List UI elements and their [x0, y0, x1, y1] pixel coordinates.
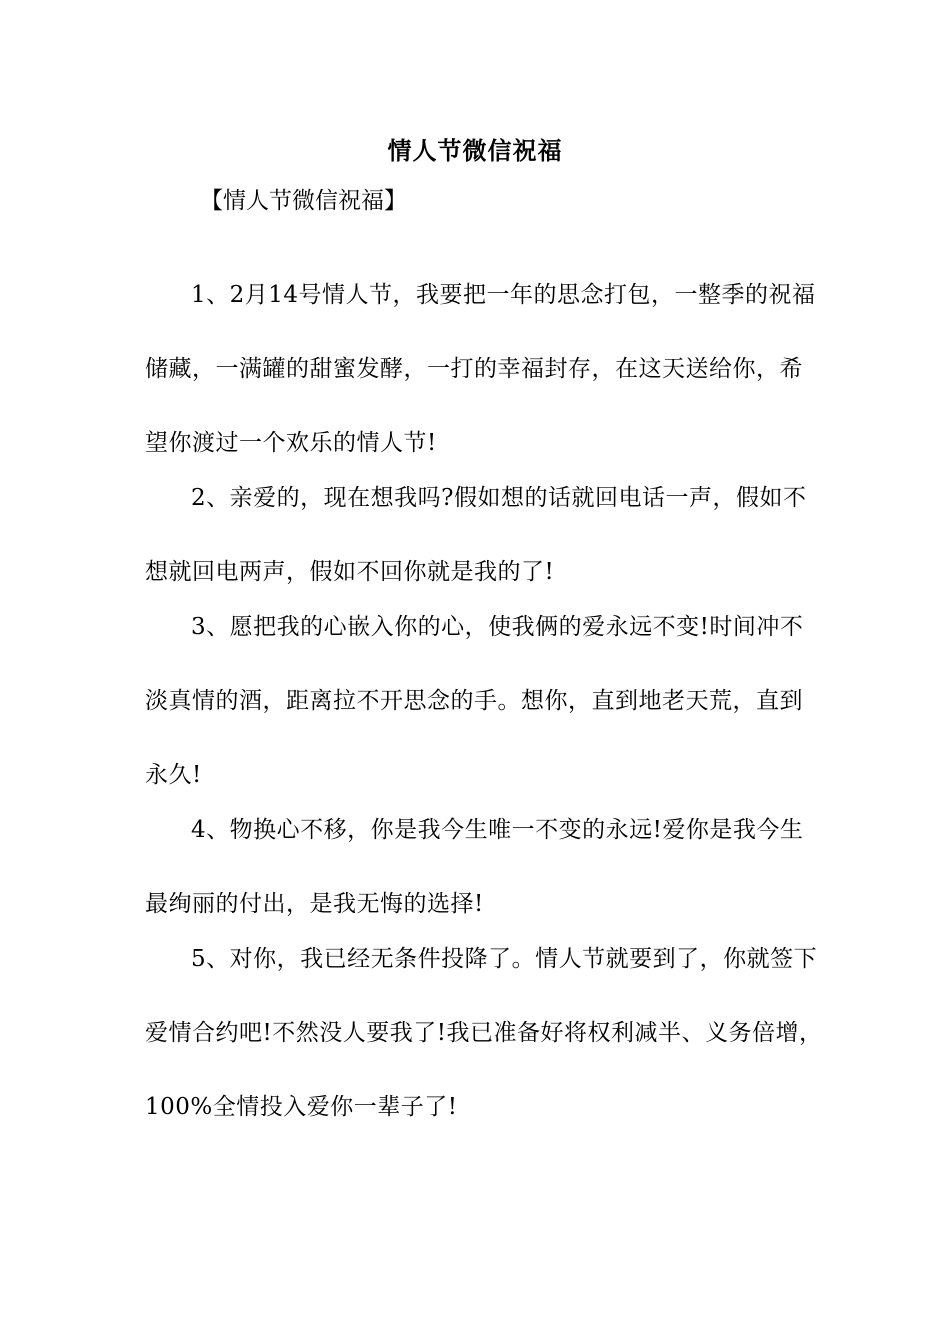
document-subtitle: 【情人节微信祝福】: [200, 188, 407, 214]
paragraph-5: 5、对你，我已经无条件投降了。情人节就要到了，你就签下爱情合约吧!不然没人要我了!我已准备好将权利减半、义务倍增，100%全情投入爱你一辈子了!: [145, 946, 823, 1120]
paragraph-2: 2、亲爱的，现在想我吗?假如想的话就回电话一声，假如不想就回电两声，假如不回你就是我的了!: [145, 485, 807, 585]
paragraph-3: 3、愿把我的心嵌入你的心，使我俩的爱永远不变!时间冲不淡真情的酒，距离拉不开思念的手。想你，直到地老天荒，直到永久!: [145, 614, 804, 788]
paragraph-1: 1、2月14号情人节，我要把一年的思念打包，一整季的祝福储藏，一满罐的甜蜜发酵，一打的幸福封存，在这天送给你，希望你渡过一个欢乐的情人节!: [145, 282, 816, 456]
paragraph-4: 4、物换心不移，你是我今生唯一不变的永远!爱你是我今生最绚丽的付出，是我无悔的选择!: [145, 817, 804, 917]
document-body: [145, 258, 825, 1144]
document-title: 情人节微信祝福: [387, 136, 563, 165]
